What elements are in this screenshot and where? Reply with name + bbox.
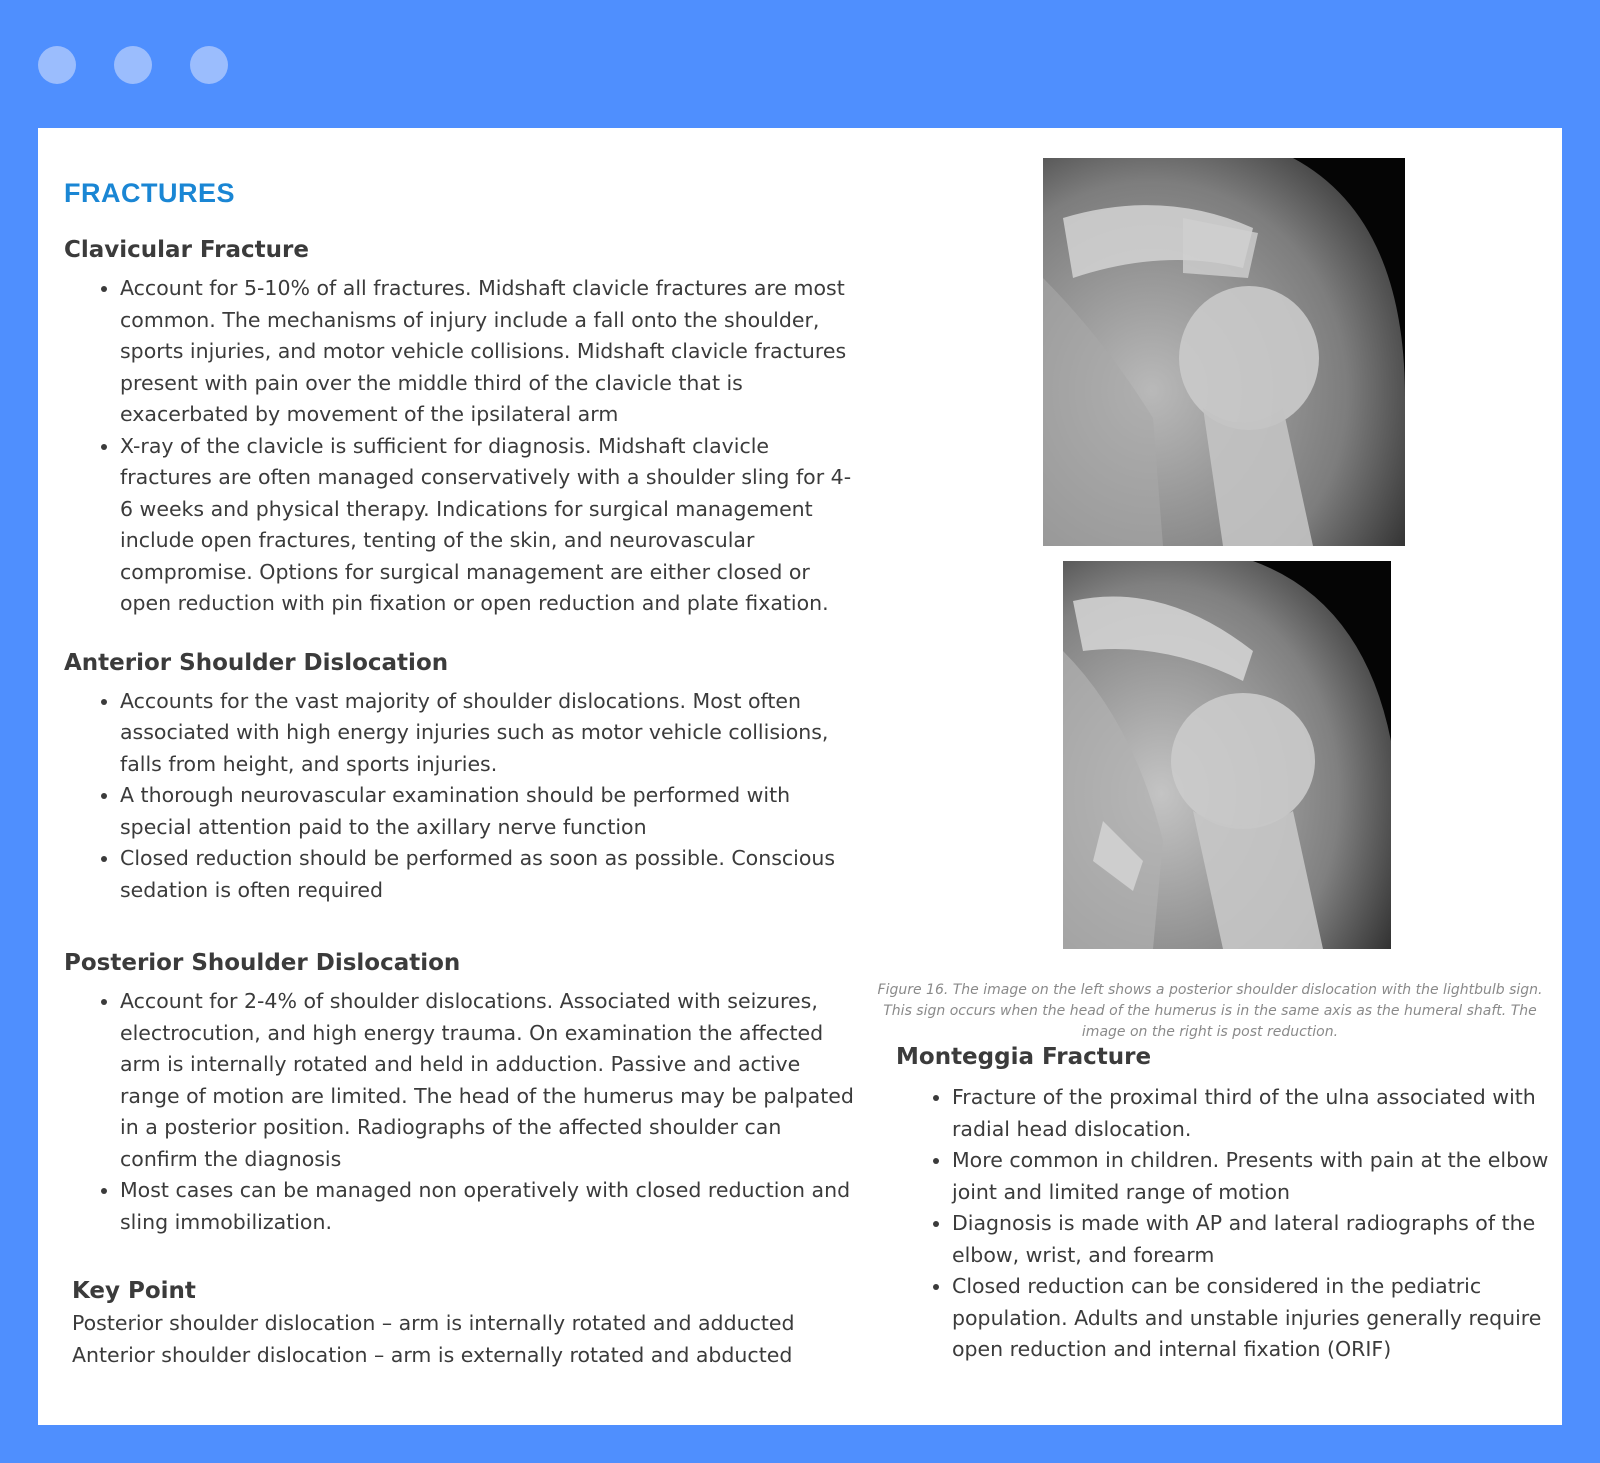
xray-shoulder-image	[1063, 561, 1391, 949]
xray-shoulder-image	[1043, 158, 1405, 546]
list-item: • Closed reduction can be considered in the pediatric population. Adults and unstable injuries generally require open reduction and internal fixation (ORIF)	[952, 1271, 1576, 1366]
section-heading: Posterior Shoulder Dislocation	[64, 950, 461, 976]
list-item: • Accounts for the vast majority of shoulder dislocations. Most often associated with high energy injuries such as motor vehicle collisions, falls from height, and sports injuries.	[120, 686, 864, 781]
list-item: • A thorough neurovascular examination should be performed with special attention paid to the axillary nerve function	[120, 780, 864, 843]
clavicular-section	[64, 237, 864, 620]
figure-caption: Figure 16. The image on the left shows a posterior shoulder dislocation with the lightbulb sign. This sign occurs when the head of the humerus is in the same axis as the humeral shaft. The image on the right is post reduction.	[877, 982, 1543, 1040]
list-item: • Fracture of the proximal third of the ulna associated with radial head dislocation.	[952, 1082, 1576, 1145]
section-heading: Clavicular Fracture	[64, 237, 309, 263]
list-item: • Diagnosis is made with AP and lateral radiographs of the elbow, wrist, and forearm	[952, 1208, 1576, 1271]
key-point-line: Anterior shoulder dislocation – arm is externally rotated and abducted	[72, 1342, 793, 1367]
page-title: FRACTURES	[64, 178, 235, 208]
window-control-dot[interactable]	[190, 46, 228, 84]
xray-image-dislocated	[1043, 158, 1405, 546]
left-column	[64, 178, 864, 1371]
section-heading: Anterior Shoulder Dislocation	[64, 649, 449, 676]
bullet-list	[64, 986, 864, 1238]
list-item: • More common in children. Presents with pain at the elbow joint and limited range of motion	[952, 1145, 1576, 1208]
key-point-box	[72, 1278, 864, 1371]
bullet-list	[64, 273, 864, 620]
list-item: • Closed reduction should be performed as soon as possible. Conscious sedation is often required	[120, 843, 864, 906]
list-item: • X-ray of the clavicle is sufficient for diagnosis. Midshaft clavicle fractures are often managed conservatively with a shoulder sling for 4-6 weeks and physical therapy. Indications for surgical management include open fractures, tenting of the skin, and neurovascular compromise. Options for surgical management are either closed or open reduction with pin fixation or open reduction and plate fixation.	[120, 431, 864, 620]
list-item: • Most cases can be managed non operatively with closed reduction and sling immobilization.	[120, 1175, 864, 1238]
monteggia-section	[896, 1044, 1576, 1366]
list-item: • Account for 2-4% of shoulder dislocations. Associated with seizures, electrocution, and high energy trauma. On examination the affected arm is internally rotated and held in adduction. Passive and active range of motion are limited. The head of the humerus may be palpated in a posterior position. Radiographs of the affected shoulder can confirm the diagnosis	[120, 986, 864, 1175]
section-heading: Monteggia Fracture	[896, 1044, 1152, 1070]
xray-image-reduced	[1063, 561, 1391, 949]
key-point-line: Posterior shoulder dislocation – arm is internally rotated and adducted	[72, 1311, 795, 1335]
posterior-dislocation-section	[64, 950, 864, 1238]
document-page	[38, 128, 1562, 1425]
anterior-dislocation-section	[64, 650, 864, 907]
key-point-heading: Key Point	[72, 1278, 196, 1304]
window-control-dot[interactable]	[114, 46, 152, 84]
bullet-list	[896, 1082, 1576, 1366]
window-control-dot[interactable]	[38, 46, 76, 84]
list-item: • Account for 5-10% of all fractures. Midshaft clavicle fractures are most common. The mechanisms of injury include a fall onto the shoulder, sports injuries, and motor vehicle collisions. Midshaft clavicle fractures present with pain over the middle third of the clavicle that is exacerbated by movement of the ipsilateral arm	[120, 273, 864, 431]
bullet-list	[64, 686, 864, 907]
